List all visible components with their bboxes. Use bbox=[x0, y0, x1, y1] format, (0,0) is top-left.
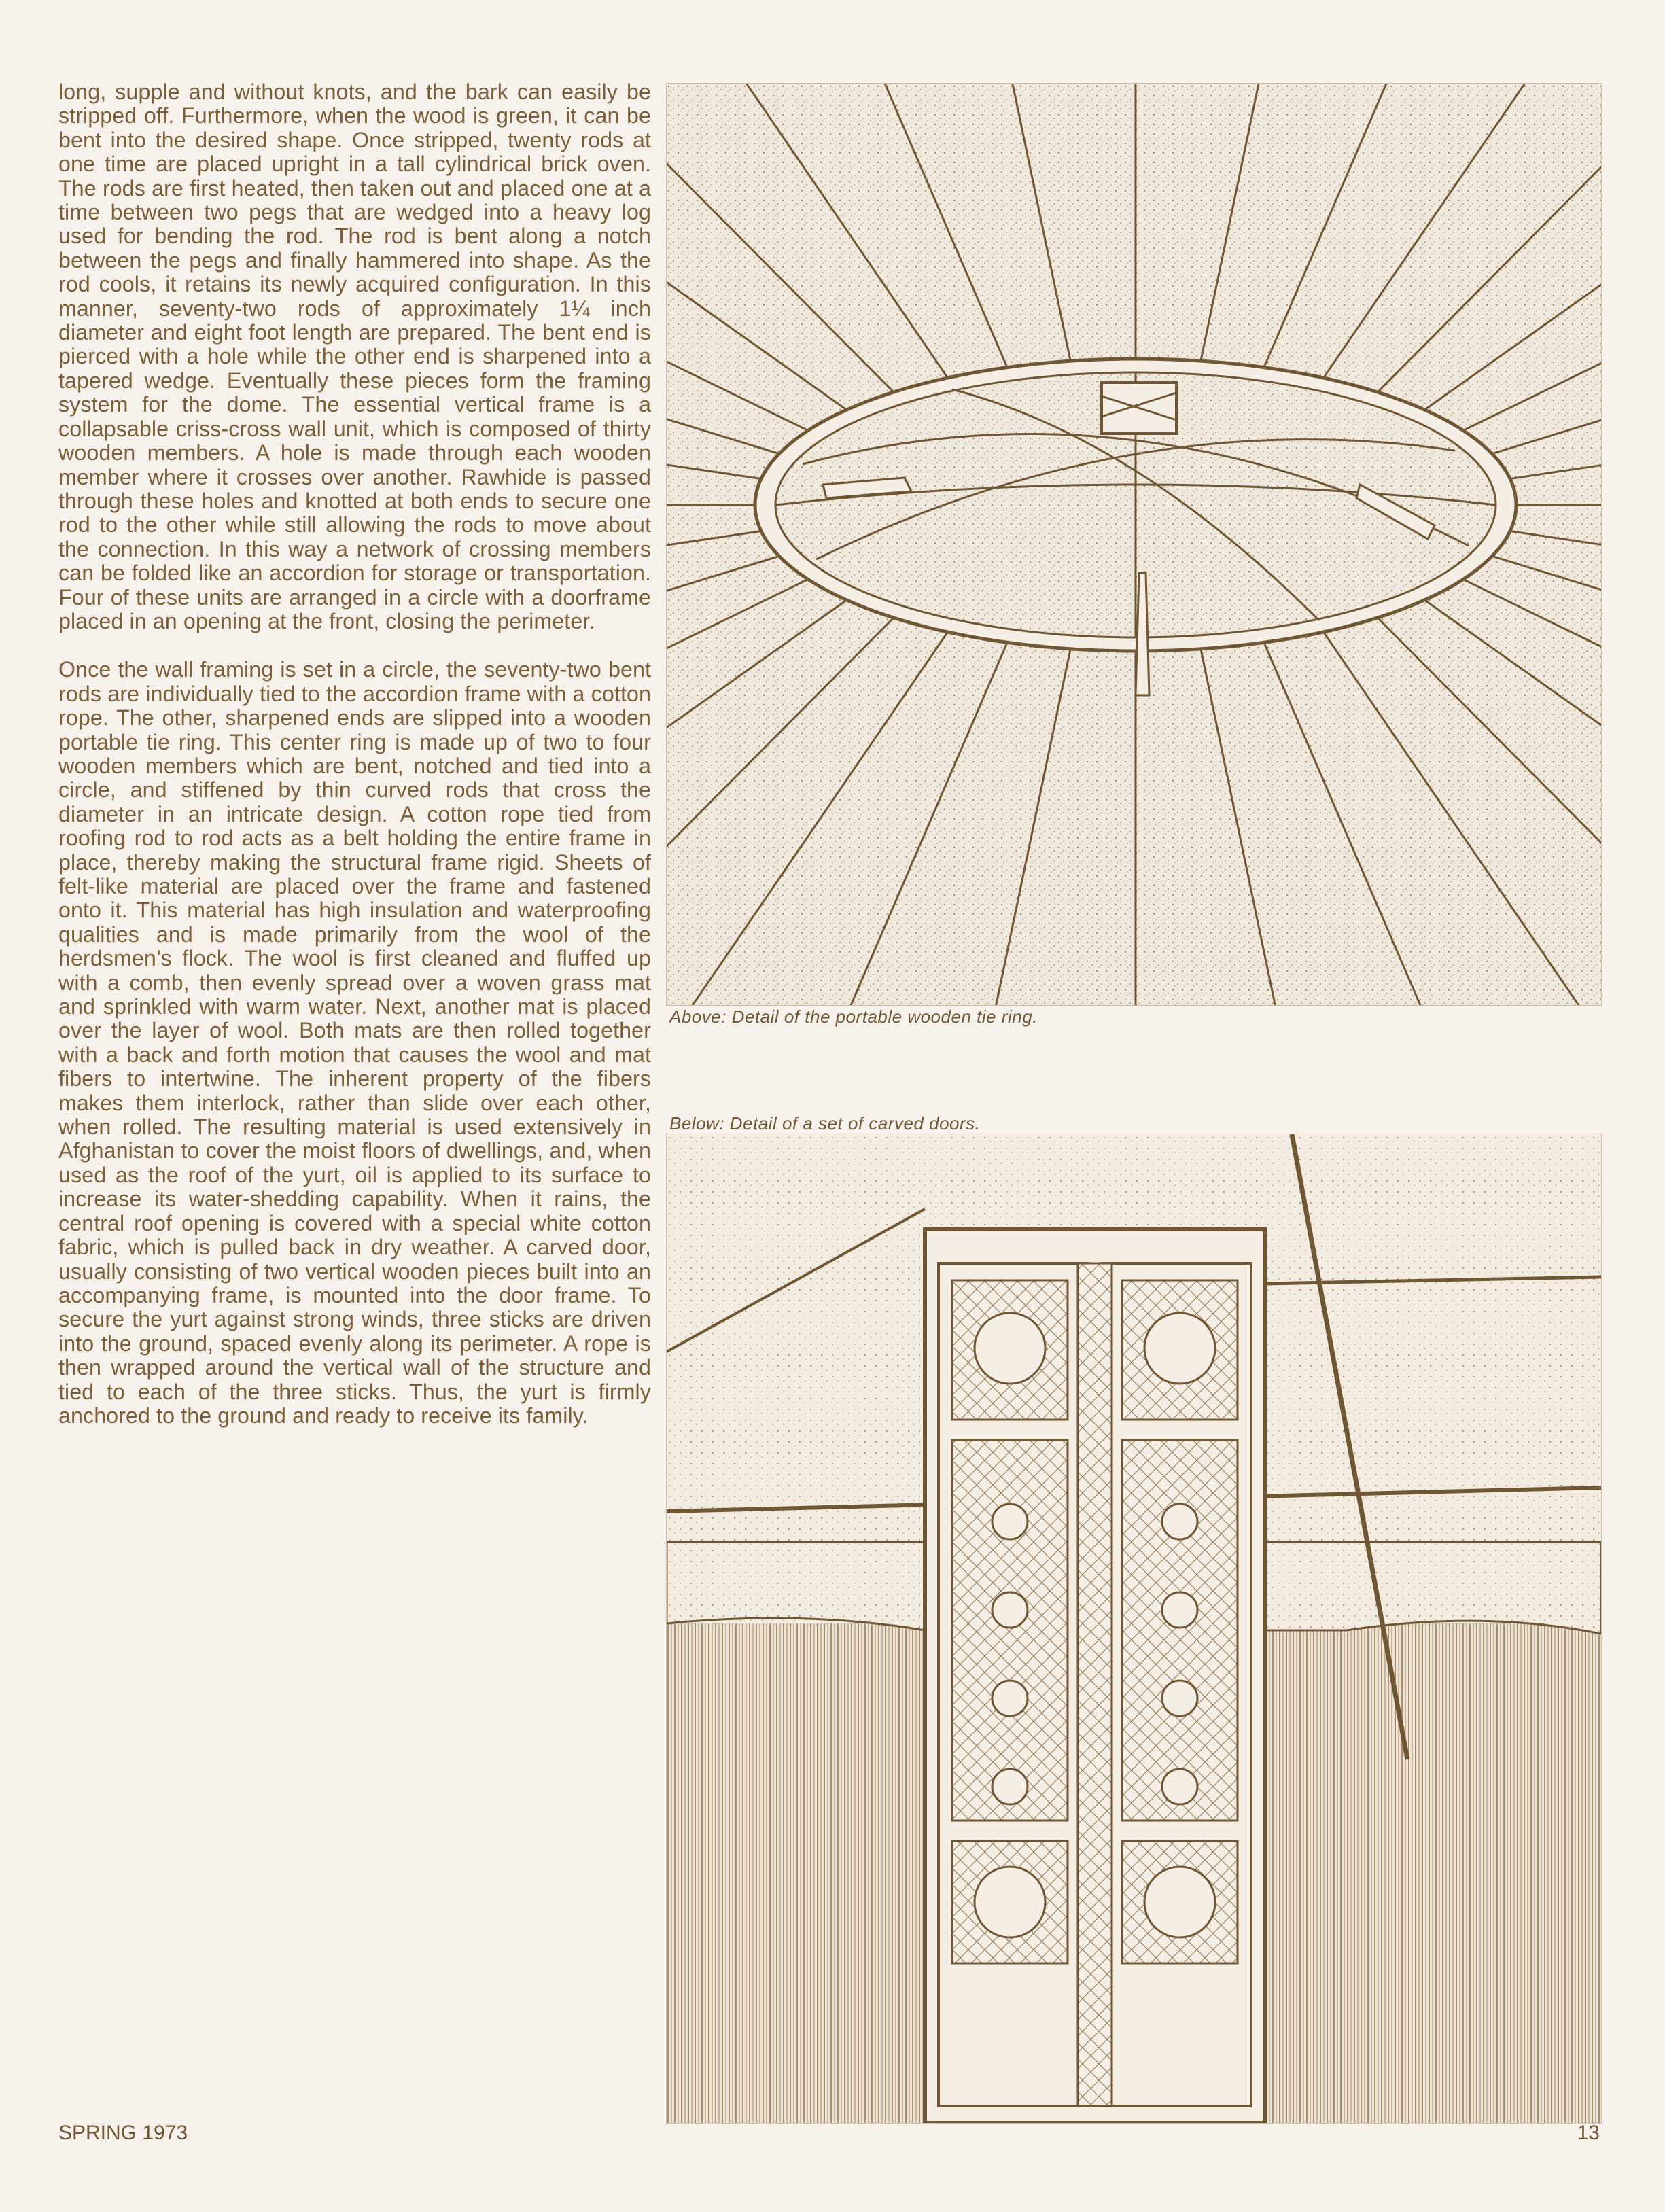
article-paragraph-1: long, supple and without knots, and the bark can easily be stripped off. Furthermore, when the wood is green, it can be bent into the desired shape. Once stripped, twenty rods at one time are placed upright in a tall cylindrical brick oven. The rods are first heated, then taken out and placed one at a time between two pegs that are wedged into a heavy log used for bending the rod. The rod is bent along a notch between the pegs and finally hammered into shape. As the rod cools, it retains its newly acquired configuration. In this manner, seventy-two rods of approximately 1¼ inch diameter and eight foot length are prepared. The bent end is pierced with a hole while the other end is sharpened into a tapered wedge. Eventually these pieces form the framing system for the dome. The essential vertical frame is a collapsable criss-cross wall unit, which is composed of thirty wooden members. A hole is made through each wooden member where it crosses over another. Rawhide is passed through these holes and knotted at both ends to secure one rod to the other while still allowing the rods to move about the connection. In this way a network of crossing members can be folded like an accordion for storage or transportation. Four of these units are arranged in a circle with a doorframe placed in an opening at the front, closing the perimeter. bbox=[58, 80, 651, 633]
footer-issue-date: SPRING 1973 bbox=[58, 2122, 188, 2144]
top-figure-caption: Above: Detail of the portable wooden tie ring. bbox=[669, 1006, 1038, 1027]
bottom-figure-caption: Below: Detail of a set of carved doors. bbox=[669, 1113, 981, 1134]
article-paragraph-2: Once the wall framing is set in a circle, the seventy-two bent rods are individually tied to the accordion frame with a cotton rope. The other, sharpened ends are slipped into a wooden portable tie ring. This center ring is made up of two to four wooden members which are bent, notched and tied into a circle, and stiffened by thin curved rods that cross the diameter in an intricate design. A cotton rope tied from roofing rod to rod acts as a belt holding the entire frame in place, thereby making the structural frame rigid. Sheets of felt-like material are placed over the frame and fastened onto it. This material has high insulation and waterproofing qualities and is made primarily from the wool of the herdsmen’s flock. The wool is first cleaned and fluffed up with a comb, then evenly spread over a woven grass mat and sprinkled with warm water. Next, another mat is placed over the layer of wool. Both mats are then rolled together with a back and forth motion that causes the wool and mat fibers to intertwine. The inherent property of the fibers makes them interlock, rather than slide over each other, when rolled. The resulting material is used extensively in Afghanistan to cover the moist floors of dwellings, and, when used as the roof of the yurt, oil is applied to its surface to increase its water-shedding capability. When it rains, the central roof opening is covered with a special white cotton fabric, which is pulled back in dry weather. A carved door, usually consisting of two vertical wooden pieces built into an accompanying frame, is mounted into the door frame. To secure the yurt against strong winds, three sticks are driven into the ground, spaced evenly along its perimeter. A rope is then wrapped around the vertical wall of the structure and tied to each of the three sticks. Thus, the yurt is firmly anchored to the ground and ready to receive its family. bbox=[58, 657, 651, 1428]
article-text-column bbox=[58, 80, 651, 1428]
page-number: 13 bbox=[1577, 2122, 1600, 2144]
carved-doors-illustration bbox=[666, 1134, 1602, 2124]
tie-ring-illustration bbox=[666, 83, 1602, 1006]
